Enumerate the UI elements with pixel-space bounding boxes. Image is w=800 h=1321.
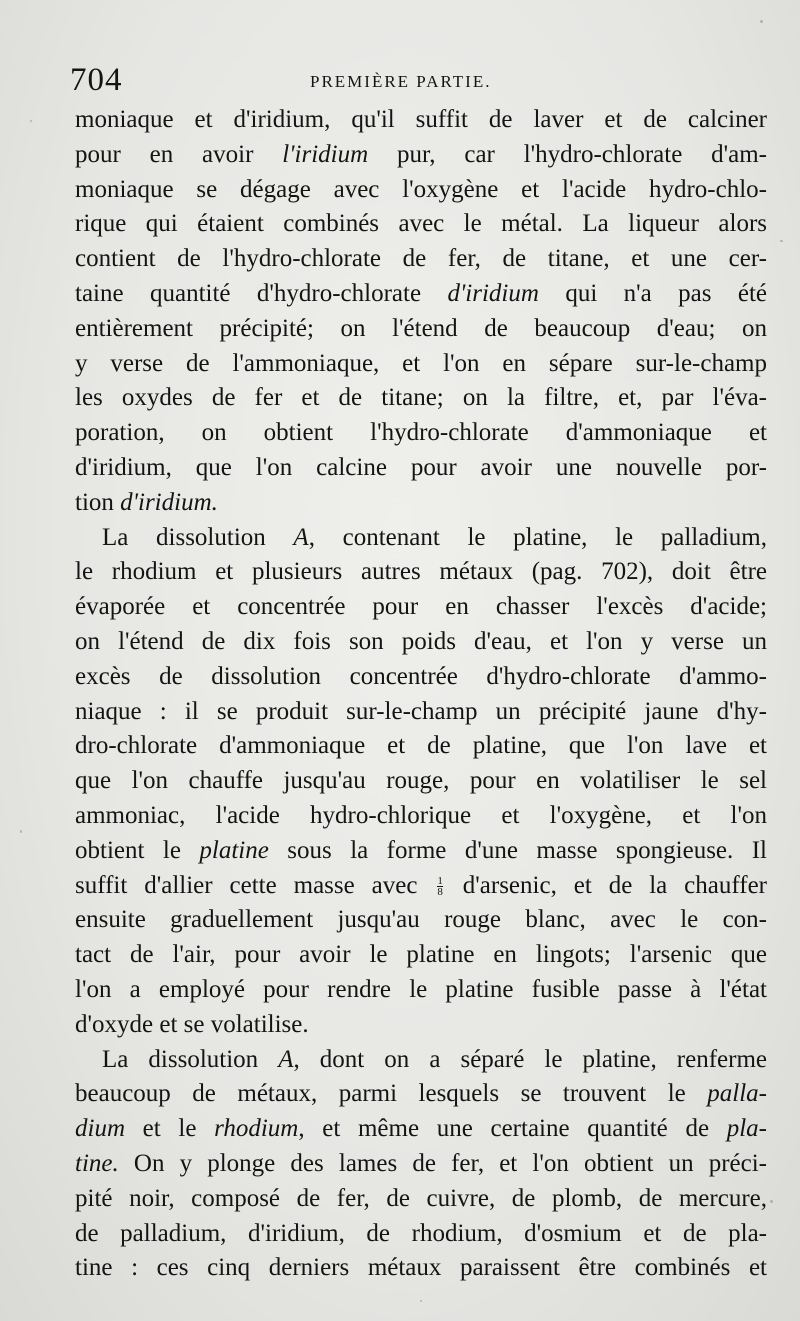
italic-text: palla- bbox=[707, 1080, 767, 1108]
text-run: tact de l'air, pour avoir le platine en lingots; l'arsenic que bbox=[75, 941, 767, 969]
text-run: évaporée et concentrée pour en chasser l'excès d'acide; bbox=[75, 593, 767, 621]
text-run: d'arsenic, et de la chauffer bbox=[445, 871, 767, 899]
italic-text: l'iridium bbox=[282, 140, 369, 168]
text-run: dro-chlorate d'ammoniaque et de platine, que l'on lave et bbox=[75, 732, 767, 760]
italic-text: A bbox=[278, 1045, 294, 1073]
text-run: , contenant le platine, le palladium, bbox=[308, 523, 767, 551]
text-line bbox=[75, 1217, 767, 1252]
text-run: , dont on a séparé le platine, renferme bbox=[293, 1045, 768, 1073]
text-run: taine quantité d'hydro-chlorate bbox=[75, 279, 448, 307]
paper-speck bbox=[30, 120, 32, 122]
italic-text: d'iridium. bbox=[120, 488, 218, 516]
text-run: La dissolution bbox=[102, 1045, 279, 1073]
text-run: obtient le bbox=[75, 836, 200, 864]
text-run: le rhodium et plusieurs autres métaux (pag. 702), doit être bbox=[75, 558, 767, 586]
text-line bbox=[75, 381, 767, 416]
text-line bbox=[75, 451, 767, 486]
text-run: excès de dissolution concentrée d'hydro-chlorate d'ammo- bbox=[75, 662, 767, 690]
text-run: et le bbox=[125, 1115, 215, 1143]
text-line bbox=[75, 555, 767, 590]
paper-speck bbox=[760, 20, 763, 23]
text-line bbox=[75, 903, 767, 938]
fraction bbox=[437, 876, 443, 897]
text-run: La dissolution bbox=[102, 523, 294, 551]
fraction-denominator: 8 bbox=[437, 886, 443, 899]
text-run: que l'on chauffe jusqu'au rouge, pour en volatiliser le sel bbox=[75, 767, 767, 795]
text-run: suffit d'allier cette masse avec bbox=[75, 871, 435, 899]
text-line bbox=[75, 1251, 767, 1286]
text-run: entièrement précipité; on l'étend de beaucoup d'eau; on bbox=[75, 314, 767, 342]
text-run: moniaque se dégage avec l'oxygène et l'acide hydro-chlo- bbox=[75, 175, 767, 203]
text-line bbox=[75, 590, 767, 625]
text-run: les oxydes de fer et de titane; on la filtre, et, par l'éva- bbox=[75, 384, 767, 412]
text-line bbox=[75, 103, 767, 138]
text-line bbox=[75, 416, 767, 451]
text-line bbox=[75, 1077, 767, 1112]
text-line bbox=[75, 173, 767, 208]
text-line bbox=[75, 207, 767, 242]
text-run: niaque : il se produit sur-le-champ un précipité jaune d'hy- bbox=[75, 697, 767, 725]
text-run: On y plonge des lames de fer, et l'on obtient un préci- bbox=[118, 1149, 767, 1177]
paper-speck bbox=[20, 830, 22, 833]
text-run: d'iridium, que l'on calcine pour avoir une nouvelle por- bbox=[75, 453, 767, 481]
text-run: moniaque et d'iridium, qu'il suffit de laver et de calciner bbox=[75, 106, 767, 133]
page-number: 704 bbox=[70, 62, 123, 98]
text-run: rique qui étaient combinés avec le métal. La liqueur alors bbox=[75, 210, 767, 238]
text-line bbox=[75, 1112, 767, 1147]
paper-speck bbox=[780, 240, 783, 242]
text-run: poration, on obtient l'hydro-chlorate d'ammoniaque et bbox=[75, 419, 767, 447]
text-line bbox=[75, 312, 767, 347]
italic-text: platine bbox=[199, 836, 269, 864]
text-run: l'on a employé pour rendre le platine fusible passe à l'état bbox=[75, 975, 767, 1003]
text-line bbox=[75, 660, 767, 695]
text-line bbox=[75, 347, 767, 382]
text-run: sous la forme d'une masse spongieuse. Il bbox=[268, 836, 767, 864]
italic-text: dium bbox=[75, 1115, 125, 1143]
italic-text: pla- bbox=[726, 1115, 767, 1143]
text-line bbox=[75, 1182, 767, 1217]
text-run: ammoniac, l'acide hydro-chlorique et l'oxygène, et l'on bbox=[75, 801, 767, 829]
text-run: , et même une certaine quantité de bbox=[298, 1115, 727, 1143]
body-text bbox=[75, 103, 767, 1286]
text-line bbox=[75, 938, 767, 973]
text-run: qui n'a pas été bbox=[538, 279, 767, 307]
running-head: PREMIÈRE PARTIE. bbox=[310, 72, 492, 91]
text-line bbox=[75, 1008, 767, 1043]
text-line bbox=[75, 1147, 767, 1182]
text-run: y verse de l'ammoniaque, et l'on en sépare sur-le-champ bbox=[75, 349, 767, 377]
text-run: d'oxyde et se volatilise. bbox=[75, 1010, 309, 1038]
text-line bbox=[75, 695, 767, 730]
fraction-numerator: 1 bbox=[437, 875, 443, 888]
italic-text: A bbox=[293, 523, 309, 551]
text-line bbox=[75, 834, 767, 869]
text-run: beaucoup de métaux, parmi lesquels se trouvent le bbox=[75, 1080, 708, 1108]
text-line bbox=[75, 277, 767, 312]
text-line bbox=[75, 799, 767, 834]
text-run: tion bbox=[75, 488, 121, 516]
text-line bbox=[75, 1043, 767, 1078]
paper-speck bbox=[770, 1200, 773, 1203]
text-line bbox=[75, 521, 767, 556]
text-line bbox=[75, 138, 767, 173]
text-line bbox=[75, 869, 767, 904]
text-line bbox=[75, 973, 767, 1008]
text-line bbox=[75, 486, 767, 521]
text-run: tine : ces cinq derniers métaux paraissent être combinés et bbox=[75, 1254, 767, 1282]
italic-text: d'iridium bbox=[447, 279, 539, 307]
paper-speck bbox=[420, 1300, 422, 1302]
italic-text: tine. bbox=[75, 1149, 119, 1177]
text-line bbox=[75, 729, 767, 764]
text-line bbox=[75, 764, 767, 799]
text-run: contient de l'hydro-chlorate de fer, de titane, et une cer- bbox=[75, 245, 767, 273]
text-line bbox=[75, 242, 767, 277]
text-run: pour en avoir bbox=[75, 140, 283, 168]
text-line bbox=[75, 625, 767, 660]
text-run: pité noir, composé de fer, de cuivre, de plomb, de mercure, bbox=[75, 1184, 767, 1212]
italic-text: rhodium bbox=[214, 1115, 299, 1143]
text-run: de palladium, d'iridium, de rhodium, d'osmium et de pla- bbox=[75, 1219, 767, 1247]
text-run: pur, car l'hydro-chlorate d'am- bbox=[368, 140, 767, 168]
text-run: ensuite graduellement jusqu'au rouge blanc, avec le con- bbox=[75, 906, 767, 934]
page-header bbox=[70, 62, 770, 102]
text-run: on l'étend de dix fois son poids d'eau, et l'on y verse un bbox=[75, 627, 767, 655]
